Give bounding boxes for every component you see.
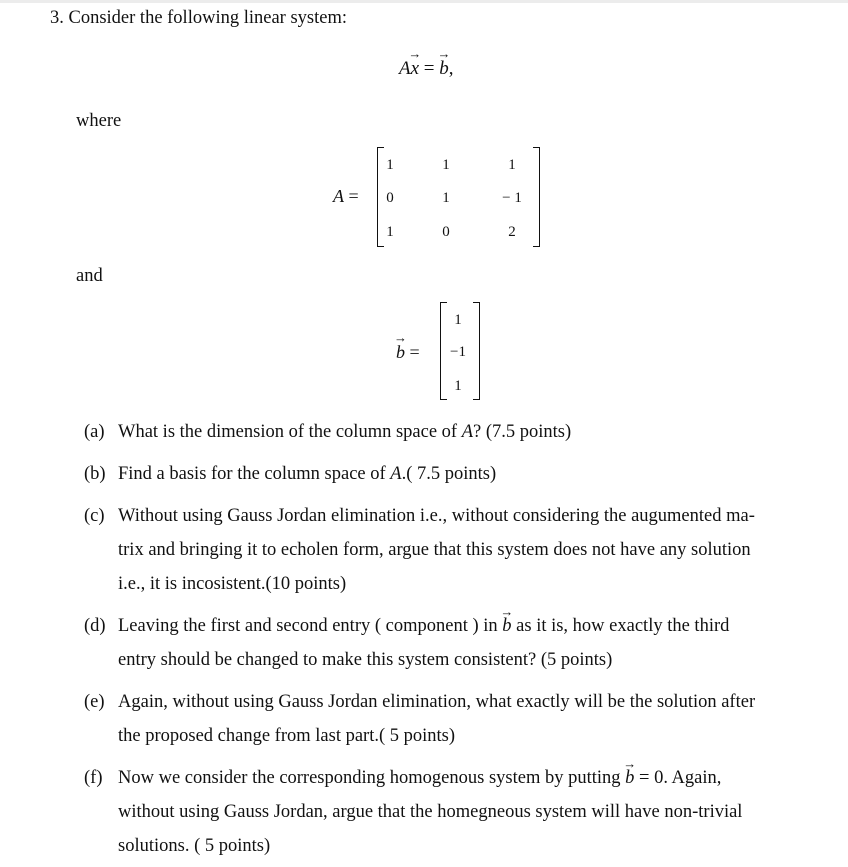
eq-equals: =: [423, 58, 435, 79]
question-heading: [50, 8, 347, 29]
matrix-cell: 1: [508, 157, 516, 173]
vector-arrow-icon: →: [437, 46, 451, 61]
part-line: Leaving the first and second entry ( component ) in b → as it is, how exactly the third: [118, 604, 730, 636]
matrix-cell: 0: [442, 224, 450, 240]
matrix-cell: − 1: [502, 190, 522, 206]
vector-arrow-icon: →: [623, 756, 637, 771]
matrix-cell: 1: [386, 157, 394, 173]
matrix-cell: 1: [386, 224, 394, 240]
question-intro: Consider the following linear system:: [68, 8, 347, 28]
part-line: i.e., it is incosistent.(10 points): [118, 574, 347, 594]
part-label: (e): [84, 692, 105, 712]
question-number: 3.: [50, 8, 64, 28]
vector-b-label: b → =: [394, 330, 420, 362]
vector-arrow-icon: →: [394, 330, 407, 345]
part-line: the proposed change from last part.( 5 points): [118, 726, 456, 746]
vector-arrow-icon: →: [500, 604, 514, 619]
vector-entry: −1: [450, 344, 466, 360]
eq-comma: ,: [448, 58, 454, 79]
matrix-a-label: A =: [333, 186, 359, 206]
matrix-cell: 2: [508, 224, 516, 240]
part-line: solutions. ( 5 points): [118, 836, 271, 856]
part-line: entry should be changed to make this system consistent? (5 points): [118, 650, 613, 670]
where-label: where: [76, 111, 122, 131]
part-label: (d): [84, 616, 106, 636]
matrix-cell: 0: [386, 190, 394, 206]
part-line: without using Gauss Jordan, argue that the homegneous system will have non-trivial: [118, 802, 743, 822]
system-equation: [399, 46, 454, 80]
matrix-cell: 1: [442, 190, 450, 206]
eq-matrix-symbol: A: [399, 58, 411, 79]
vector-arrow-icon: →: [408, 46, 422, 61]
part-line: Without using Gauss Jordan elimination i.e., without considering the augumented ma-: [118, 506, 755, 526]
part-label: (c): [84, 506, 105, 526]
vector-right-bracket: [473, 302, 480, 400]
eq-x-vector: x →: [408, 46, 422, 79]
vector-entry: 1: [454, 312, 462, 328]
top-border: [0, 0, 848, 3]
part-line: What is the dimension of the column space of A? (7.5 points): [118, 422, 572, 442]
eq-b-vector: b →: [437, 46, 451, 79]
matrix-cell: 1: [442, 157, 450, 173]
vector-entry: 1: [454, 378, 462, 394]
part-label: (b): [84, 464, 106, 484]
part-line: Now we consider the corresponding homogenous system by putting b → = 0. Again,: [118, 756, 722, 788]
part-line: Find a basis for the column space of A.( 7.5 points): [118, 464, 497, 484]
part-line: Again, without using Gauss Jordan elimination, what exactly will be the solution after: [118, 692, 756, 712]
matrix-right-bracket: [533, 147, 540, 247]
part-label: (a): [84, 422, 105, 442]
part-label: (f): [84, 768, 103, 788]
part-line: trix and bringing it to echolen form, argue that this system does not have any solution: [118, 540, 751, 560]
and-label: and: [76, 266, 103, 286]
